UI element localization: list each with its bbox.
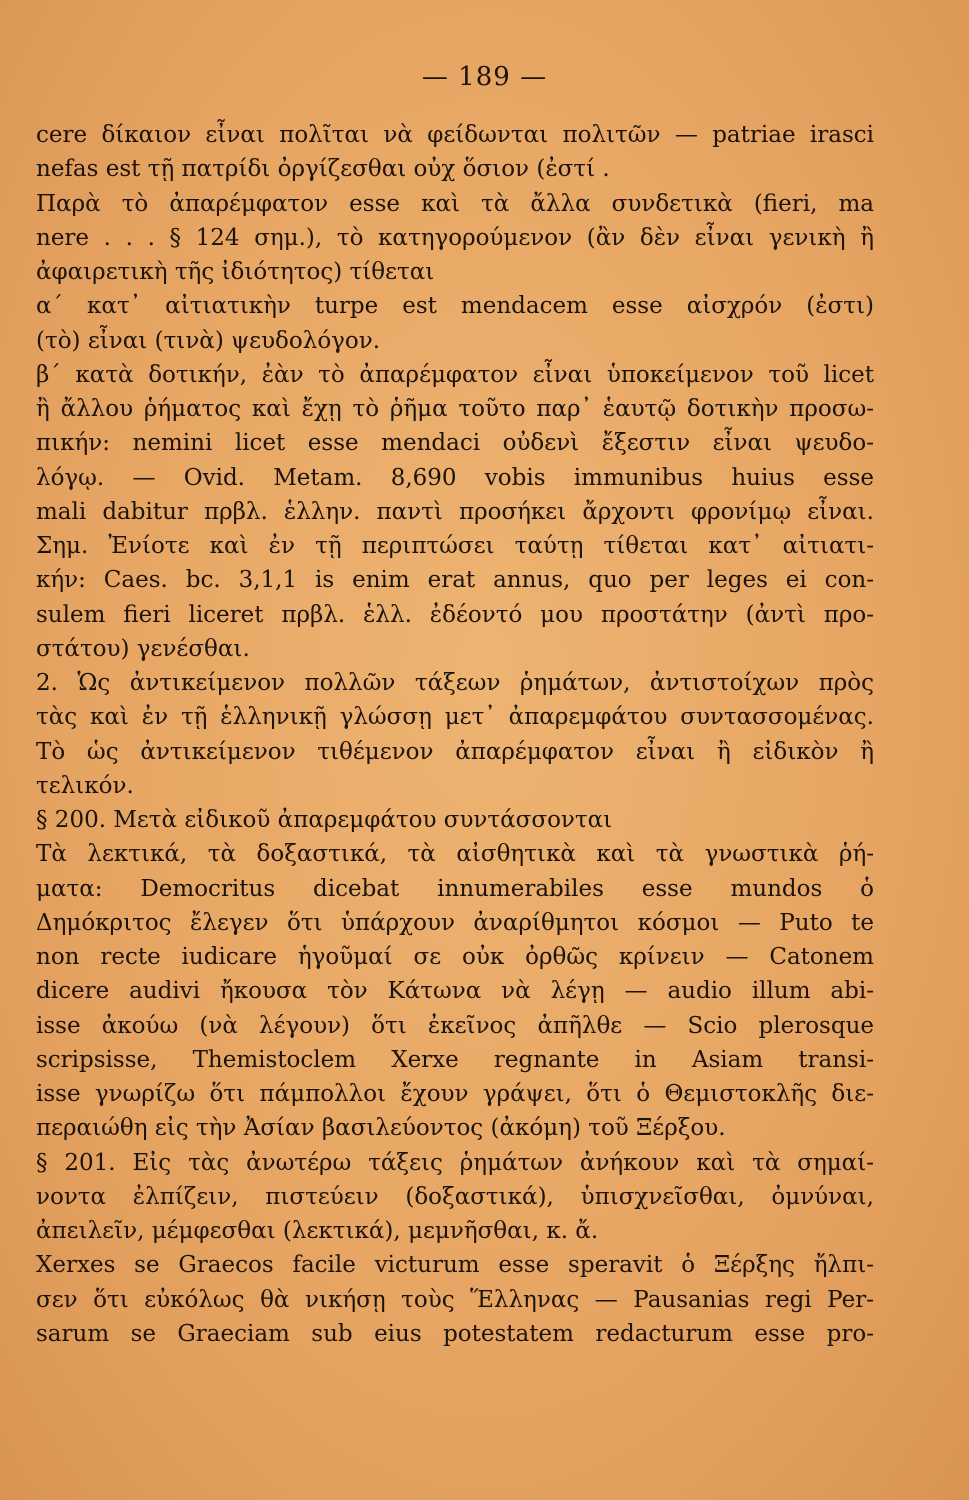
- text-line: § 200. Μετὰ εἰδικοῦ ἀπαρεμφάτου συντάσσονται: [36, 807, 613, 833]
- text-line: ἀπειλεῖν, μέμφεσθαι (λεκτικά), μεμνῆσθαι, κ. ἄ.: [36, 1218, 599, 1244]
- text-line: nefas est τῇ πατρίδι ὀργίζεσθαι οὐχ ὅσιον (ἐστί .: [36, 156, 610, 183]
- body-text: [36, 118, 874, 1351]
- text-line: κήν: Caes. bc. 3,1,1 is enim erat annus, quo per leges ei con-: [36, 567, 874, 594]
- text-line: Παρὰ τὸ ἀπαρέμφατον esse καὶ τὰ ἄλλα συνδετικὰ (fieri, ma: [36, 190, 874, 217]
- text-line: § 201. Εἰς τὰς ἀνωτέρω τάξεις ῥημάτων ἀνήκουν καὶ τὰ σημαί-: [36, 1149, 874, 1176]
- text-line: isse γνωρίζω ὅτι πάμπολλοι ἔχουν γράψει, ὅτι ὁ Θεμιστοκλῆς διε-: [36, 1081, 874, 1107]
- text-line: Σημ. Ἐνίοτε καὶ ἐν τῇ περιπτώσει ταύτῃ τίθεται κατ᾽ αἰτιατι-: [36, 533, 874, 559]
- text-line: λόγῳ. — Ovid. Metam. 8,690 vobis immunibus huius esse: [36, 464, 874, 491]
- text-line: cere δίκαιον εἶναι πολῖται νὰ φείδωνται πολιτῶν — patriae irasci: [36, 122, 874, 148]
- text-line: sarum se Graeciam sub eius potestatem redacturum esse pro-: [36, 1320, 874, 1347]
- text-line: scripsisse, Themistoclem Xerxe regnante in Asiam transi-: [36, 1046, 874, 1073]
- text-line: 2. Ὡς ἀντικείμενον πολλῶν τάξεων ῥημάτων, ἀντιστοίχων πρὸς: [36, 670, 874, 696]
- text-line: περαιώθη εἰς τὴν Ἀσίαν βασιλεύοντος (ἀκόμη) τοῦ Ξέρξου.: [36, 1115, 726, 1142]
- text-line: dicere audivi ἤκουσα τὸν Κάτωνα νὰ λέγῃ — audio illum abi-: [36, 978, 874, 1005]
- text-line: ἀφαιρετικὴ τῆς ἰδιότητος) τίθεται: [36, 259, 435, 285]
- text-line: nere . . . § 124 σημ.), τὸ κατηγορούμενον (ἂν δὲν εἶναι γενικὴ ἢ: [36, 224, 874, 251]
- text-line: ἢ ἄλλου ῥήματος καὶ ἔχῃ τὸ ῥῆμα τοῦτο παρ᾽ ἑαυτῷ δοτικὴν προσω-: [36, 396, 874, 422]
- text-line: Τὸ ὡς ἀντικείμενον τιθέμενον ἀπαρέμφατον εἶναι ἢ εἰδικὸν ἢ: [36, 738, 874, 765]
- text-line: νοντα ἐλπίζειν, πιστεύειν (δοξαστικά), ὑπισχνεῖσθαι, ὀμνύναι,: [36, 1183, 874, 1210]
- text-line: Δημόκριτος ἔλεγεν ὅτι ὑπάρχουν ἀναρίθμητοι κόσμοι — Puto te: [36, 909, 874, 936]
- text-line: mali dabitur πρβλ. ἑλλην. παντὶ προσήκει ἄρχοντι φρονίμῳ εἶναι.: [36, 498, 874, 525]
- text-line: τὰς καὶ ἐν τῇ ἑλληνικῇ γλώσσῃ μετ᾽ ἀπαρεμφάτου συντασσομένας.: [36, 704, 874, 731]
- text-line: (τὸ) εἶναι (τινὰ) ψευδολόγον.: [36, 327, 381, 354]
- text-line: Xerxes se Graecos facile victurum esse speravit ὁ Ξέρξης ἤλπι-: [36, 1252, 874, 1279]
- text-line: πικήν: nemini licet esse mendaci οὐδενὶ ἔξεστιν εἶναι ψευδο-: [36, 430, 874, 457]
- text-line: σεν ὅτι εὐκόλως θὰ νικήσῃ τοὺς Ἕλληνας — Pausanias regi Per-: [36, 1286, 874, 1313]
- text-line: τελικόν.: [36, 772, 134, 799]
- text-line: α΄ κατ᾽ αἰτιατικὴν turpe est mendacem esse αἰσχρόν (ἐστι): [36, 293, 874, 320]
- text-line: ματα: Democritus dicebat innumerabiles esse mundos ὁ: [36, 875, 874, 902]
- text-line: non recte iudicare ἡγοῦμαί σε οὐκ ὀρθῶς κρίνειν — Catonem: [36, 944, 874, 970]
- page-number: — 189 —: [421, 62, 548, 92]
- text-line: sulem fieri liceret πρβλ. ἑλλ. ἐδέοντό μου προστάτην (ἀντὶ προ-: [36, 601, 874, 628]
- text-line: στάτου) γενέσθαι.: [36, 635, 250, 662]
- text-line: isse ἀκούω (νὰ λέγουν) ὅτι ἐκεῖνος ἀπῆλθε — Scio plerosque: [36, 1012, 874, 1039]
- text-line: β΄ κατὰ δοτικήν, ἐὰν τὸ ἀπαρέμφατον εἶναι ὑποκείμενον τοῦ licet: [36, 361, 874, 388]
- text-line: Τὰ λεκτικά, τὰ δοξαστικά, τὰ αἰσθητικὰ καὶ τὰ γνωστικὰ ῥή-: [36, 841, 874, 868]
